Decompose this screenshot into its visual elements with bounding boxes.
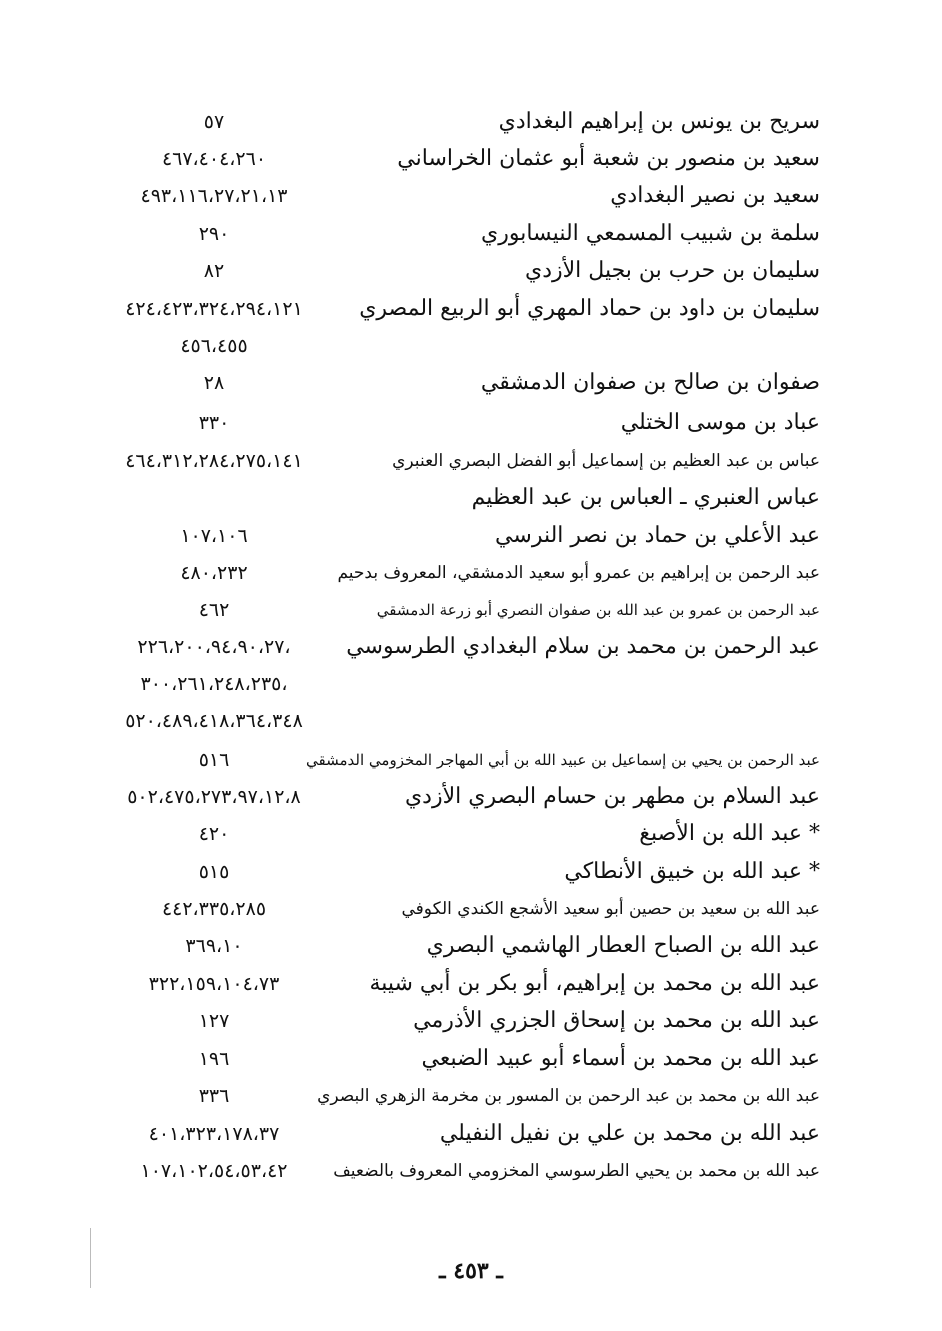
index-entry xyxy=(0,629,942,665)
index-entry xyxy=(0,291,942,327)
index-entry xyxy=(0,592,942,628)
narrator-name: سليمان بن داود بن حماد المهري أبو الربيع المصري xyxy=(359,296,820,321)
narrator-name: سريح بن يونس بن إبراهيم البغدادي xyxy=(498,109,820,134)
narrator-name: عبد الله بن محمد بن علي بن نفيل النفيلي xyxy=(439,1121,820,1146)
page-references: ٤٦٢ xyxy=(198,599,230,621)
narrator-name: عبد الله بن محمد بن يحيي الطرسوسي المخزومي المعروف بالضعيف xyxy=(333,1161,820,1181)
page-references: ١٠٧،١٠٦ xyxy=(180,525,248,547)
narrator-name: عبد الله بن محمد بن إبراهيم، أبو بكر بن أبي شيبة xyxy=(369,971,820,996)
narrator-name: عبد الرحمن بن يحيي بن إسماعيل بن عبيد الله بن أبي المهاجر المخزومي الدمشقي xyxy=(306,751,820,769)
page-references: ٨٢ xyxy=(203,260,225,282)
page-references: ٤٤٢،٣٣٥،٢٨٥ xyxy=(161,898,267,920)
index-entry xyxy=(0,742,942,778)
narrator-name: عبد الرحمن بن عمرو بن عبد الله بن صفوان النصري أبو زرعة الدمشقي xyxy=(376,601,820,619)
index-entry xyxy=(0,216,942,252)
page-references: ١٩٦ xyxy=(198,1048,230,1070)
index-entry xyxy=(0,1078,942,1114)
index-entry xyxy=(0,405,942,441)
page-number: ـ ٤٥٣ ـ xyxy=(439,1258,503,1284)
page-references: ١٢٧ xyxy=(198,1010,230,1032)
narrator-name: عبد الله بن الصباح العطار الهاشمي البصري xyxy=(426,933,820,958)
index-entry xyxy=(0,104,942,140)
page-references: ٣٢٢،١٥٩،١٠٤،٧٣ xyxy=(148,973,280,995)
index-entry xyxy=(0,480,942,516)
index-entry xyxy=(0,779,942,815)
index-entry-continuation xyxy=(0,328,942,364)
narrator-name: عبد السلام بن مطهر بن حسام البصري الأزدي xyxy=(404,784,820,809)
page-references: ٥٢٠،٤٨٩،٤١٨،٣٦٤،٣٤٨ xyxy=(125,710,303,732)
index-entry xyxy=(0,1041,942,1077)
narrator-name: عباس بن عبد العظيم بن إسماعيل أبو الفضل البصري العنبري xyxy=(392,451,820,471)
page-references: ٤٩٣،١١٦،٢٧،٢١،١٣ xyxy=(140,185,288,207)
narrator-name: عبد الله بن محمد بن عبد الرحمن بن المسور بن مخرمة الزهري البصري xyxy=(317,1086,820,1106)
narrator-name: عبد الله بن سعيد بن حصين أبو سعيد الأشجع الكندي الكوفي xyxy=(401,899,820,919)
index-entry xyxy=(0,816,942,852)
page-references: ٤٢٠ xyxy=(198,823,230,845)
index-entry xyxy=(0,1153,942,1189)
index-entry xyxy=(0,555,942,591)
index-entry xyxy=(0,966,942,1002)
page-references: ١٠٧،١٠٢،٥٤،٥٣،٤٢ xyxy=(140,1160,288,1182)
index-entry xyxy=(0,178,942,214)
index-entry xyxy=(0,443,942,479)
narrator-name: عبد الله بن محمد بن أسماء أبو عبيد الضبعي xyxy=(421,1046,820,1071)
narrator-name: عباس العنبري ـ العباس بن عبد العظيم xyxy=(471,485,820,510)
narrator-name: سعيد بن نصير البغدادي xyxy=(610,183,820,208)
narrator-name: سلمة بن شبيب المسمعي النيسابوري xyxy=(481,221,820,246)
narrator-name: * عبد الله بن خبيق الأنطاكي xyxy=(564,859,820,884)
page-references: ٤٦٤،٣١٢،٢٨٤،٢٧٥،١٤١ xyxy=(125,450,303,472)
page-references: ٣٣٦ xyxy=(198,1085,230,1107)
page-references: ٥٠٢،٤٧٥،٢٧٣،٩٧،١٢،٨ xyxy=(127,786,301,808)
narrator-name: عبد الرحمن بن إبراهيم بن عمرو أبو سعيد الدمشقي، المعروف بدحيم xyxy=(337,563,820,583)
narrator-name: * عبد الله بن الأصبغ xyxy=(639,821,820,846)
index-entry xyxy=(0,518,942,554)
page-references: ٥١٦ xyxy=(198,749,230,771)
index-entry xyxy=(0,1116,942,1152)
index-entry xyxy=(0,1003,942,1039)
index-entry xyxy=(0,365,942,401)
page-references: ،٢٢٦،٢٠٠،٩٤،٩٠،٢٧ xyxy=(137,636,291,658)
page-references: ٤٥٦،٤٥٥ xyxy=(180,335,248,357)
narrator-name: عبد الأعلي بن حماد بن نصر النرسي xyxy=(495,523,820,548)
index-entry-continuation xyxy=(0,666,942,702)
page-references: ٣٦٩،١٠ xyxy=(185,935,243,957)
page-references: ٤٠١،٣٢٣،١٧٨،٣٧ xyxy=(148,1123,280,1145)
narrator-name: عبد الله بن محمد بن إسحاق الجزري الأذرمي xyxy=(413,1008,820,1033)
page-references: ٤٢٤،٤٢٣،٣٢٤،٢٩٤،١٢١ xyxy=(125,298,303,320)
page-references: ٢٨ xyxy=(203,372,225,394)
index-entry xyxy=(0,854,942,890)
narrator-name: عباد بن موسى الختلي xyxy=(620,410,820,435)
index-entry xyxy=(0,891,942,927)
narrator-name: عبد الرحمن بن محمد بن سلام البغدادي الطرسوسي xyxy=(346,634,820,659)
page-references: ٤٨٠،٢٣٢ xyxy=(180,562,248,584)
page-references: ٢٩٠ xyxy=(198,223,230,245)
narrator-name: سعيد بن منصور بن شعبة أبو عثمان الخراساني xyxy=(397,146,820,171)
page-references: ،٣٠٠،٢٦١،٢٤٨،٢٣٥ xyxy=(140,673,288,695)
narrator-name: صفوان بن صالح بن صفوان الدمشقي xyxy=(480,370,820,395)
page-references: ٥١٥ xyxy=(198,861,230,883)
page-references: ٤٦٧،٤٠٤،٢٦٠ xyxy=(161,148,267,170)
index-entry-continuation xyxy=(0,703,942,739)
index-entry xyxy=(0,253,942,289)
page-references: ٥٧ xyxy=(203,111,225,133)
index-entry xyxy=(0,928,942,964)
index-entry xyxy=(0,141,942,177)
narrator-name: سليمان بن حرب بن بجيل الأزدي xyxy=(524,258,820,283)
page-references: ٣٣٠ xyxy=(198,412,230,434)
